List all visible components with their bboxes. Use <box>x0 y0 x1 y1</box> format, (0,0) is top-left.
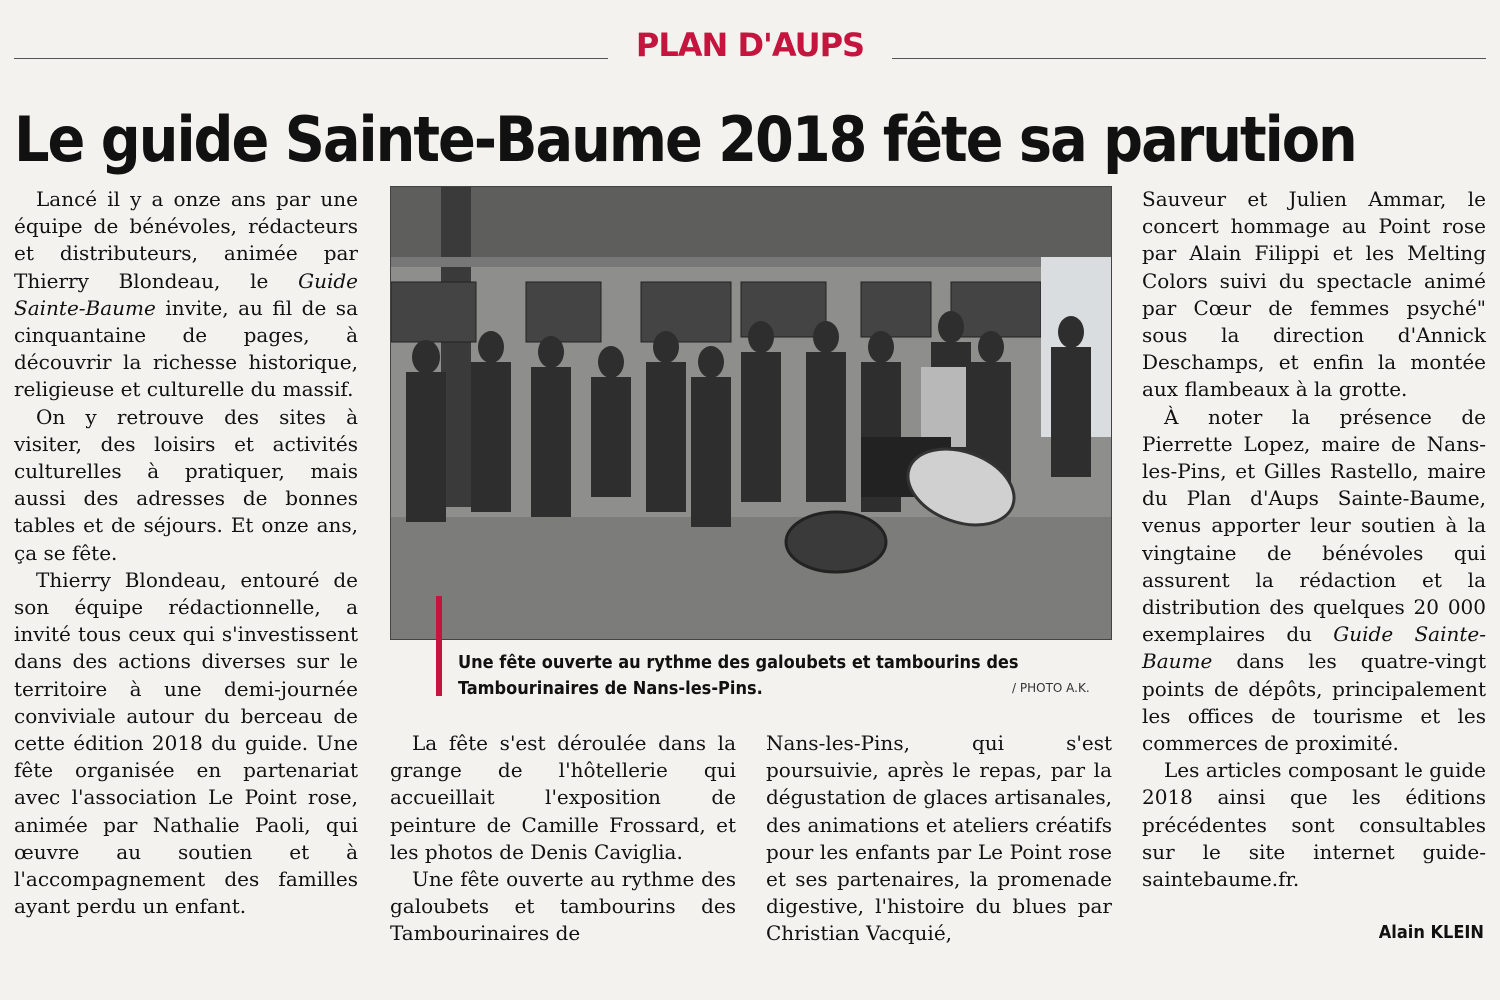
column-3 <box>766 730 1112 948</box>
headline: Le guide Sainte-Baume 2018 fête sa parution <box>14 103 1356 176</box>
col4-paragraph-1: Sauveur et Julien Ammar, le concert hommage au Point rose par Alain Filippi et les Melting Colors suivi du spectacle animé par Cœur de femmes psyché" sous la direction d'Annick Deschamps, et enfin la montée aux flambeaux à la grotte. <box>1142 187 1486 402</box>
guide-title: Guide Sainte-Baume <box>14 268 358 320</box>
col1-paragraph-1: Lancé il y a onze ans par une équipe de bénévoles, rédacteurs et distributeurs, animée par Thierry Blondeau, le Guide Sainte-Baume invite, au fil de sa cinquantaine de pages, à découvrir la richesse historique, religieuse et culturelle du massif. <box>14 187 358 402</box>
event-photo <box>390 186 1112 640</box>
photo-caption: Une fête ouverte au rythme des galoubets et tambourins des Tambourinaires de Nans-les-Pins. <box>458 652 1019 699</box>
col4-paragraph-2: À noter la présence de Pierrette Lopez, maire de Nans-les-Pins, et Gilles Rastello, maire du Plan d'Aups Sainte-Baume, venus apporter leur soutien à la vingtaine de bénévoles qui assurent la rédaction et la distribution des quelques 20 000 exemplaires du Guide Sainte-Baume dans les quatre-vingt points de dépôts, principalement les offices de tourisme et les commerces de proximité. <box>1142 404 1486 756</box>
guide-title: Guide Sainte-Baume <box>1142 622 1486 674</box>
section-title: PLAN D'AUPS <box>635 26 865 64</box>
column-1 <box>14 186 358 920</box>
col4-paragraph-3: Les articles composant le guide 2018 ainsi que les éditions précédentes sont consultables sur le site internet guide-saintebaume.fr. <box>1142 758 1486 892</box>
column-2 <box>390 730 736 948</box>
photo-credit: / PHOTO A.K. <box>1012 681 1090 695</box>
col3-paragraph-1: Nans-les-Pins, qui s'est poursuivie, après le repas, par la dégustation de glaces artisanales, des animations et ateliers créatifs pour les enfants par Le Point rose et ses partenaires, la promenade digestive, l'histoire du blues par Christian Vacquié, <box>766 731 1112 946</box>
col2-paragraph-2: Une fête ouverte au rythme des galoubets et tambourins des Tambourinaires de <box>390 867 736 946</box>
col1-paragraph-2: On y retrouve des sites à visiter, des loisirs et activités culturelles à pratiquer, mais aussi des adresses de bonnes tables et de séjours. Et onze ans, ça se fête. <box>14 404 358 565</box>
col2-paragraph-1: La fête s'est déroulée dans la grange de l'hôtellerie qui accueillait l'exposition de peinture de Camille Frossard, et les photos de Denis Caviglia. <box>390 731 736 864</box>
author-byline: Alain KLEIN <box>1378 922 1484 943</box>
col1-paragraph-3: Thierry Blondeau, entouré de son équipe rédactionnelle, a invité tous ceux qui s'investissent dans des actions diverses sur le territoire à une demi-journée conviviale autour du berceau de cette édition 2018 du guide. Une fête organisée en partenariat avec l'association Le Point rose, animée par Nathalie Paoli, qui œuvre au soutien et à l'accompagnement des familles ayant perdu un enfant. <box>14 567 358 919</box>
group-photo-illustration <box>391 187 1111 639</box>
column-4 <box>1142 186 1486 893</box>
caption-accent-bar <box>436 596 442 696</box>
